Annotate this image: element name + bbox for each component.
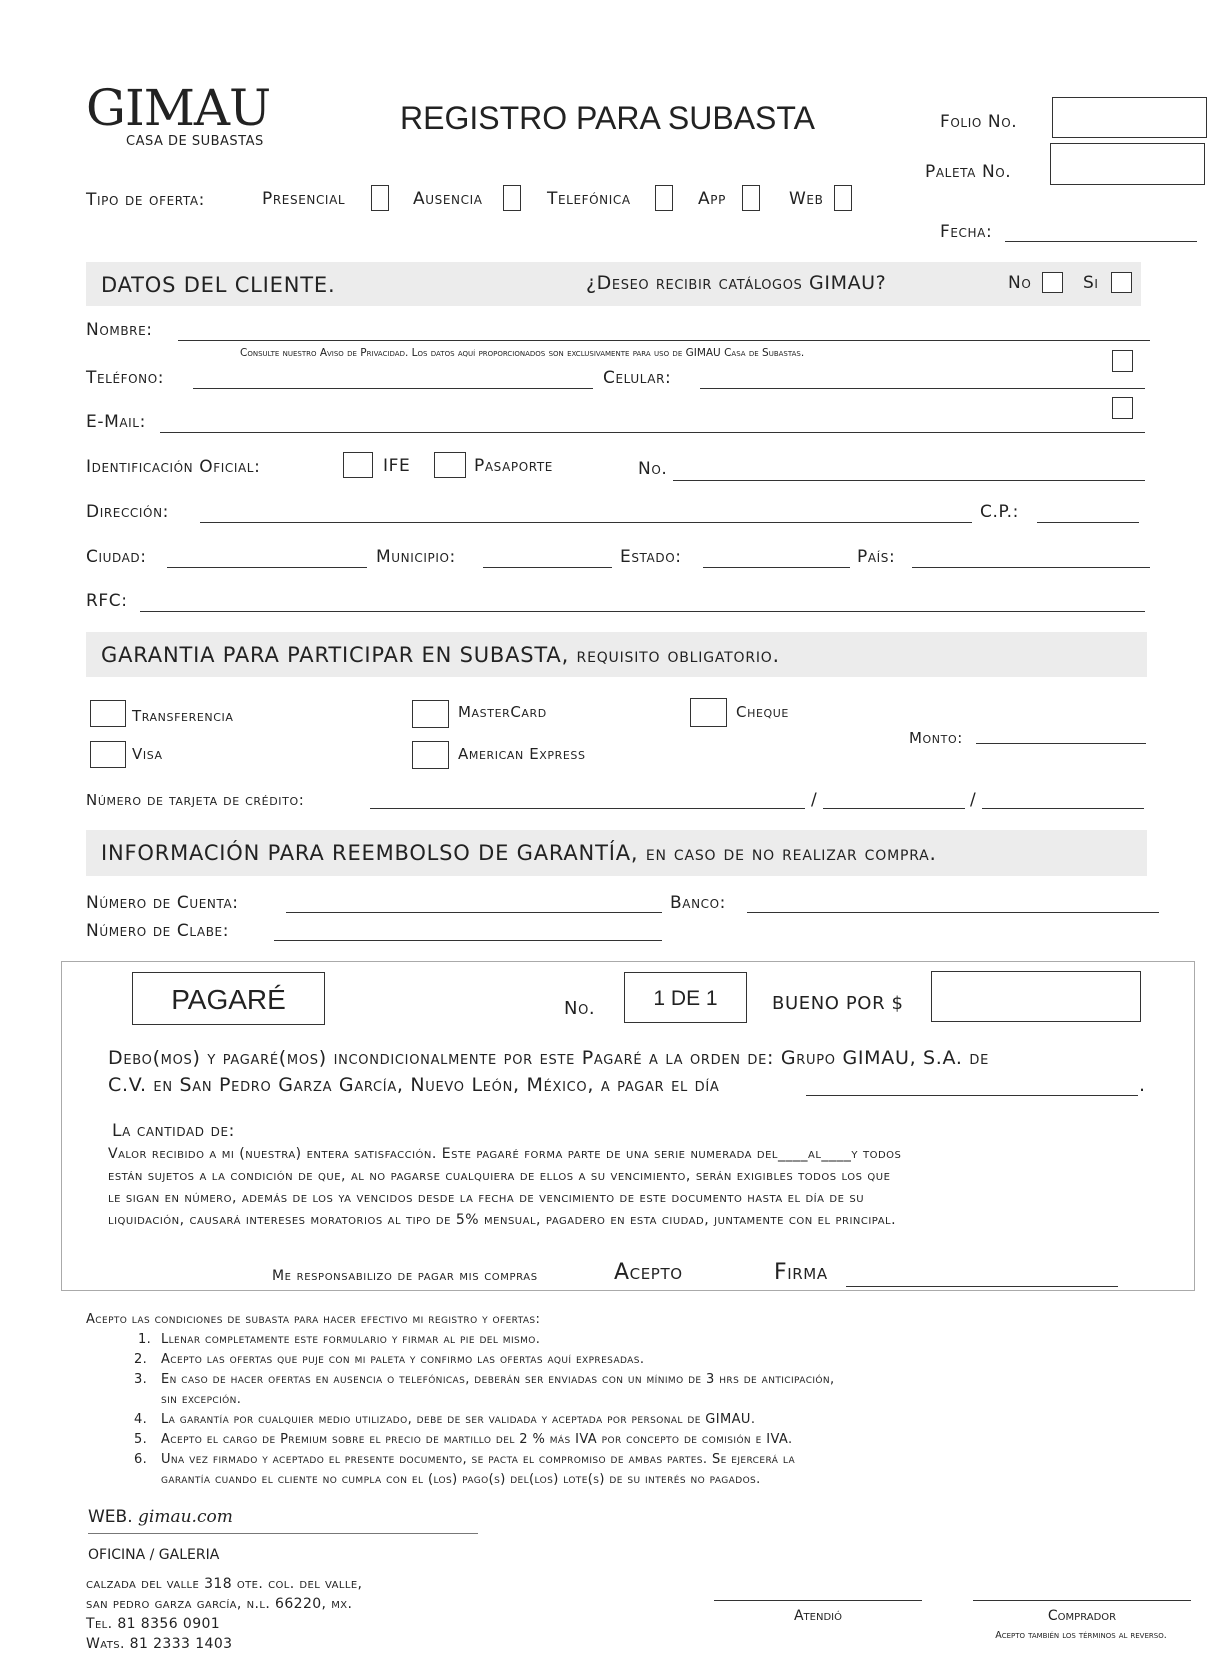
garantia-subtitle: requisito obligatorio. [576,643,780,667]
tarjeta-field-3[interactable] [982,808,1144,809]
condicion-num-4: 4. [134,1412,148,1427]
firma-field[interactable] [846,1286,1118,1287]
logo-subtitle: CASA DE SUBASTAS [126,134,264,149]
pagare-body-1: Valor recibido a mi (nuestra) entera satisfacción. Este pagaré forma parte de una serie numerada del____al____y todos [108,1146,902,1162]
paleta-label: Paleta No. [925,162,1012,182]
condicion-num-5: 5. [134,1432,148,1447]
footer-web [88,1507,233,1527]
cheque-checkbox[interactable] [690,698,727,727]
telefono-label: Teléfono: [86,368,165,388]
condicion-num-2: 2. [134,1352,148,1367]
condicion-text-6: Una vez firmado y aceptado el presente documento, se pacta el compromiso de ambas partes. Se ejercerá la [161,1452,796,1467]
id-no-field[interactable] [673,480,1145,481]
direccion-label: Dirección: [86,502,169,522]
pagare-no-label: No. [564,998,596,1019]
condicion-text-1: Llenar completamente este formulario y firmar al pie del mismo. [161,1332,541,1347]
folio-label: Folio No. [940,112,1018,132]
privacy-checkbox-1[interactable] [1112,350,1133,372]
footer-web-link[interactable]: gimau.com [138,1507,233,1527]
pagare-period: . [1139,1074,1146,1096]
pais-field[interactable] [912,567,1150,568]
mastercard-label: MasterCard [458,703,547,721]
privacy-notice: Consulte nuestro Aviso de Privacidad. Los datos aquí proporcionados son exclusivamente para uso de GIMAU Casa de Subastas. [240,347,805,359]
clabe-field[interactable] [274,940,662,941]
tarjeta-label: Número de tarjeta de crédito: [86,791,305,809]
pagare-title: PAGARÉ [171,984,286,1015]
responsable-text: Me responsabilizo de pagar mis compras [272,1268,538,1284]
pagare-body-2: están sujetos a la condición de que, al no pagarse cualquiera de ellos a su vencimiento, serán exigibles todos los que [108,1168,891,1184]
telefono-field[interactable] [193,388,593,389]
pagare-fecha-field[interactable] [806,1095,1138,1096]
ciudad-label: Ciudad: [86,547,147,567]
catalog-no-checkbox[interactable] [1042,272,1063,293]
condicion-text-2: Acepto las ofertas que puje con mi paleta y confirmo las ofertas aquí expresadas. [161,1352,645,1367]
condicion-text-6b: garantía cuando el cliente no cumpla con el (los) pago(s) del(los) lote(s) de su interés no pagados. [161,1472,761,1487]
pagare-body-3: le sigan en número, además de los ya vencidos desde la fecha de vencimiento de este documento hasta el día de su [108,1190,865,1206]
footer-address-2: san pedro garza garcía, n.l. 66220, mx. [86,1596,353,1612]
tarjeta-field-2[interactable] [823,808,965,809]
footer-oficina: OFICINA / GALERIA [88,1547,220,1563]
option-telefonica-label: Telefónica [547,189,631,209]
garantia-title [101,643,780,667]
pagare-number: 1 DE 1 [653,987,718,1010]
cp-label: C.P.: [980,502,1020,522]
footer-wats: Wats. 81 2333 1403 [86,1636,233,1652]
banco-field[interactable] [747,912,1159,913]
footer-web-underline [88,1533,478,1534]
email-field[interactable] [160,432,1145,433]
pais-label: País: [857,547,896,567]
footer-tel: Tel. 81 8356 0901 [86,1616,221,1632]
comprador-signature-line[interactable] [973,1600,1191,1601]
estado-field[interactable] [703,567,850,568]
tipo-oferta-label: Tipo de oferta: [86,190,205,210]
garantia-title-main: GARANTIA PARA PARTICIPAR EN SUBASTA, [101,643,570,667]
datos-cliente-title: DATOS DEL CLIENTE. [101,273,336,297]
pagare-text-2: C.V. en San Pedro Garza García, Nuevo León, México, a pagar el día [108,1074,720,1096]
condicion-num-3: 3. [134,1372,148,1387]
cuenta-field[interactable] [286,912,662,913]
mastercard-checkbox[interactable] [412,700,449,728]
celular-label: Celular: [603,368,672,388]
visa-checkbox[interactable] [90,741,126,768]
clabe-label: Número de Clabe: [86,921,230,941]
option-web-label: Web [789,189,824,209]
paleta-field[interactable] [1050,143,1205,185]
option-presencial-checkbox[interactable] [371,185,389,211]
cheque-label: Cheque [736,703,789,721]
reembolso-title-main: INFORMACIÓN PARA REEMBOLSO DE GARANTÍA, [101,841,639,865]
bueno-por-label: BUENO POR $ [772,993,904,1014]
amex-checkbox[interactable] [412,741,449,769]
option-web-checkbox[interactable] [834,185,852,211]
reembolso-subtitle: en caso de no realizar compra. [645,841,937,865]
condicion-text-4: La garantía por cualquier medio utilizado, debe de ser validada y aceptada por personal de GIMAU. [161,1412,756,1427]
catalog-si-checkbox[interactable] [1111,272,1132,293]
tarjeta-sep-1: / [811,790,818,810]
logo [86,79,326,149]
privacy-checkbox-2[interactable] [1112,397,1133,419]
transferencia-checkbox[interactable] [90,700,126,727]
celular-field[interactable] [700,388,1145,389]
direccion-field[interactable] [200,522,972,523]
ife-label: IFE [383,456,411,476]
cp-field[interactable] [1037,522,1139,523]
pasaporte-label: Pasaporte [474,456,553,476]
reembolso-title [101,841,937,865]
ciudad-field[interactable] [167,567,367,568]
pagare-text-1: Debo(mos) y pagaré(mos) incondicionalmente por este Pagaré a la orden de: Grupo GIMAU, S.A. de [108,1047,990,1069]
condicion-num-6: 6. [134,1452,148,1467]
condicion-text-3: En caso de hacer ofertas en ausencia o telefónicas, deberán ser enviadas con un mínimo de 3 hrs de anticipación, [161,1372,835,1387]
option-ausencia-label: Ausencia [413,189,483,209]
email-label: E-Mail: [86,412,146,432]
tarjeta-field-1[interactable] [370,808,805,809]
option-telefonica-checkbox[interactable] [655,185,673,211]
id-no-label: No. [638,459,668,479]
condicion-text-3b: sin excepción. [161,1392,242,1407]
option-app-checkbox[interactable] [742,185,760,211]
fecha-field[interactable] [1005,241,1197,242]
firma-label: Firma [774,1260,828,1285]
condicion-text-5: Acepto el cargo de Premium sobre el precio de martillo del 2 % más IVA por concepto de comisión e IVA. [161,1432,793,1447]
atendio-label: Atendió [793,1608,842,1624]
cuenta-label: Número de Cuenta: [86,893,239,913]
rfc-label: RFC: [86,591,128,611]
catalog-question: ¿Deseo recibir catálogos GIMAU? [586,272,887,294]
bueno-por-field[interactable] [931,971,1141,1022]
footer-address-1: calzada del valle 318 ote. col. del valle, [86,1576,363,1592]
comprador-label: Comprador [1047,1608,1117,1624]
terminos-reverso: Acepto también los términos al reverso. [995,1630,1167,1641]
nombre-label: Nombre: [86,320,153,340]
municipio-label: Municipio: [376,547,456,567]
footer-web-label: WEB. [88,1507,133,1527]
ife-checkbox[interactable] [343,452,373,478]
logo-name: GIMAU [86,79,271,137]
visa-label: Visa [132,745,163,763]
condicion-num-1: 1. [138,1332,152,1347]
option-app-label: App [698,189,726,209]
page-title: REGISTRO PARA SUBASTA [400,100,815,136]
rfc-field[interactable] [140,611,1145,612]
transferencia-label: Transferencia [132,707,234,725]
atendio-signature-line[interactable] [714,1600,922,1601]
catalog-no-label: No [1008,273,1032,293]
folio-field[interactable] [1052,97,1207,138]
monto-label: Monto: [909,729,963,747]
option-ausencia-checkbox[interactable] [503,185,521,211]
condiciones-intro: Acepto las condiciones de subasta para hacer efectivo mi registro y ofertas: [86,1312,541,1327]
banco-label: Banco: [670,893,726,913]
catalog-si-label: Si [1083,273,1099,293]
fecha-label: Fecha: [940,222,993,242]
acepto-text: Acepto [614,1260,683,1285]
amex-label: American Express [458,745,586,763]
pagare-body-4: liquidación, causará intereses moratorios al tipo de 5% mensual, pagadero en esta ciudad, juntamente con el principal. [108,1212,897,1228]
nombre-field[interactable] [178,340,1150,341]
municipio-field[interactable] [483,567,612,568]
cantidad-label: La cantidad de: [112,1121,235,1141]
monto-field[interactable] [976,743,1146,744]
pasaporte-checkbox[interactable] [434,452,466,478]
tarjeta-sep-2: / [970,790,977,810]
estado-label: Estado: [620,547,682,567]
option-presencial-label: Presencial [262,189,346,209]
identificacion-label: Identificación Oficial: [86,457,261,477]
